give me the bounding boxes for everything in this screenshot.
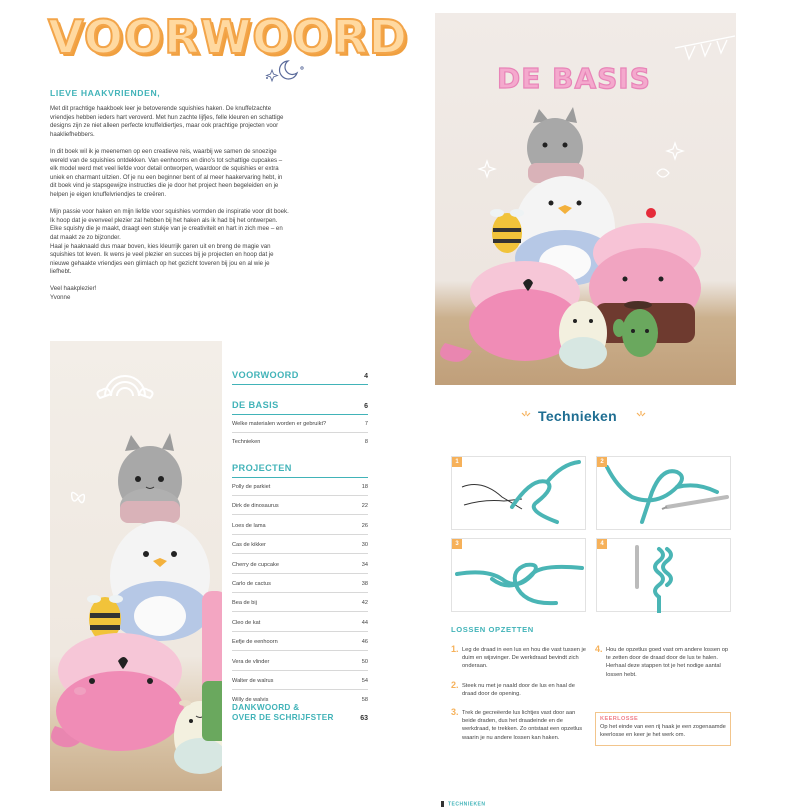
toc-page-number: 4 [364,373,368,380]
keerlosse-text: Op het einde van een rij haak je een zogenaamde keerlosse en keer je het werk om. [600,724,726,738]
voorwoord-paragraph: In dit boek wil ik je meenemen op een creatieve reis, waarbij we samen de snoezige wereld van de squishies ontdekken. Van eenhoorns en dino's tot schattige cupcakes – elk model werd met veel liefde voor detail ontworpen, waardoor de squishies er extra uniek en charmant uitzien. Of je nu een beginner bent of al meer haakervaring hebt, in dit boek vind je stapsgewijze instructies die je door het project heen begeleiden en je helpen je eigen knuffelvriendjes te creëren. [50,147,283,198]
toc-page-number: 7 [364,421,368,427]
voorwoord-paragraph: Met dit prachtige haakboek leer je betoverende squishies haken. De knuffelzachte vriendjes hebben ieders hart veroverd. Met hun zachte lijfjes, felle kleuren en schattige designs zijn ze niet alleen perfecte knuffeldiertjes, maar ook prachtige projecten voor haakliefhebbers. [50,105,284,138]
voorwoord-paragraph: Mijn passie voor haken en mijn liefde voor squishies vormden de inspiratie voor dit boek. Ik hoop dat je evenveel plezier zal hebben bij het haken als ik had bij het ontwerpen. Elke squishy die je maakt, draagt een stukje van je creativiteit en hart in zich mee – en dat maakt ze zo bijzonder. Haal je haaknaald dus maar boven, kies kleurrijk garen uit en breng de magie van squishies tot leven. Ik wens je veel plezier en succes bij je projecten en hoop dat je nieuwe gehaakte vriendjes een glimlach op het gezicht toveren bij jou en al wie je liefhebt. [50,208,289,276]
toc-item-label: Cas de kikker [232,542,266,549]
step-number: 3 [452,539,462,549]
toc-divider [232,384,368,385]
toc-page-number: 44 [361,619,368,626]
toc-separator [232,495,368,496]
toc-section-label: VOORWOORD [232,370,299,380]
page-marker-icon [441,801,444,807]
toc-item-label: Walter de walrus [232,678,274,684]
page-title-de-basis: DE BASIS [497,62,651,95]
bunting-icon [675,36,735,59]
pink-bird-plush [51,633,184,751]
toc-project-entry[interactable] [232,562,368,568]
toc-separator [232,514,368,515]
step-number: 1 [452,457,462,467]
toc-page-number: 42 [361,600,368,607]
toc-separator [232,553,368,554]
step-number: 2 [597,457,607,467]
page-footer [441,801,486,807]
toc-page-number: 63 [360,714,368,722]
toc-item-materialen[interactable] [232,421,368,427]
voorwoord-signature: Veel haakplezier! Yvonne [50,285,97,302]
instruction-text: Leg de draad in een lus en hou die vast tussen je duim en wijsvinger. De werkdraad bevindt zich onderaan. [462,647,586,670]
parakeet-plush [110,521,210,641]
section-title-lossen-opzetten: LOSSEN OPZETTEN [451,625,534,634]
instruction-number: 1. [451,644,459,654]
toc-item-label: Cleo de kat [232,619,261,626]
toc-item-label: Loes de lama [232,522,266,529]
section-title-technieken: Technieken [538,408,617,424]
toc-item-label: Welke materialen worden er gebruikt? [232,421,327,427]
toc-item-label: Vera de vlinder [232,658,270,665]
keerlosse-title: KEERLOSSE [600,716,639,722]
toc-project-entry[interactable] [232,620,368,626]
toc-page-number: 22 [361,503,368,510]
toc-project-entry[interactable] [232,503,368,509]
toc-page-number: 30 [361,542,368,549]
greeting-heading: LIEVE HAAKVRIENDEN, [50,88,161,98]
sparkle-icon [519,410,533,424]
keerlosse-tip-box [595,712,731,746]
toc-separator [232,631,368,632]
step-number: 4 [597,539,607,549]
instruction-number: 4. [595,644,603,654]
toc-item-label: Bea de bij [232,600,257,607]
toc-page-number: 8 [364,439,368,445]
footer-label: TECHNIEKEN [448,801,486,808]
toc-section-label: DANKWOORD & [232,703,300,712]
toc-section-label: DE BASIS [232,400,279,410]
pink-bird-plush [440,261,581,362]
toc-entry-de-basis[interactable] [232,400,368,410]
page-title-voorwoord: VOORWOORD [48,10,408,64]
toc-separator [232,573,368,574]
toc-project-entry[interactable] [232,484,368,490]
toc-page-number: 26 [361,522,368,529]
toc-project-entry[interactable] [232,542,368,548]
step-4-illustration [596,538,731,612]
toc-entry-dankwoord[interactable] [232,703,368,722]
toc-separator [232,670,368,671]
toc-page-number: 38 [361,581,368,587]
instruction-text: Steek nu met je naald door de lus en haal de draad door de opening. [462,683,575,698]
toc-item-label: Dirk de dinosaurus [232,503,279,510]
cat-plush [118,433,182,524]
toc-project-entry[interactable] [232,581,368,587]
step-1-illustration [451,456,586,530]
instruction-text: Hou de opzetlus goed vast om andere lossen op te zetten door de draad door de lus te halen. Herhaal deze stappen tot je het nodige aantal lossen hebt. [606,647,729,678]
toc-divider [232,414,368,415]
toc-page-number: 50 [361,658,368,665]
toc-item-label: Eefje de eenhoorn [232,639,278,646]
toc-divider [232,477,368,478]
toc-project-entry[interactable] [232,600,368,606]
toc-section-label: PROJECTEN [232,463,292,473]
toc-separator [232,689,368,690]
toc-separator [232,432,368,433]
instruction-number: 3. [451,707,459,717]
toc-page-number: 54 [361,678,368,684]
toc-separator [232,592,368,593]
voorwoord-body [50,105,290,311]
toc-page-number: 18 [361,484,368,490]
sparkle-icon [634,410,648,424]
cat-plush [527,107,584,183]
toc-project-entry[interactable] [232,639,368,645]
toc-page-number: 34 [361,561,368,568]
instruction-number: 2. [451,680,459,690]
toc-section-label: OVER DE SCHRIJFSTER [232,712,334,722]
toc-item-label: Polly de parkiet [232,484,271,490]
step-3-illustration [451,538,586,612]
toc-separator [232,534,368,535]
toc-entry-projecten [232,463,368,473]
toc-item-technieken[interactable] [232,439,368,445]
toc-separator [232,650,368,651]
toc-page-number: 46 [361,639,368,646]
step-2-illustration [596,456,731,530]
butterfly-icon [72,492,85,502]
moon-stars-icon [258,58,308,88]
toc-separator [232,611,368,612]
toc-page-number: 6 [364,403,368,410]
toc-item-label: Willy de walvis [232,697,269,704]
toc-item-label: Technieken [232,439,261,445]
toc-project-entry[interactable] [232,659,368,665]
toc-item-label: Cherry de cupcake [232,561,279,568]
toc-entry-voorwoord[interactable] [232,370,368,380]
squishies-photo-left [50,341,222,791]
lama-plush [559,301,607,369]
toc-item-label: Carlo de cactus [232,581,271,587]
toc-project-entry[interactable] [232,523,368,529]
rainbow-icon [97,376,152,398]
toc-page-number: 58 [361,697,368,704]
squishies-illustration [50,341,222,791]
instruction-text: Trek de gecreëerde lus lichtjes vast door aan beide draden, dus het draadeinde en de werkdraad, te trekken. Zo ontstaat een opzetlus waarin je nu andere lossen kan haken. [462,710,583,741]
toc-project-entry[interactable] [232,678,368,684]
